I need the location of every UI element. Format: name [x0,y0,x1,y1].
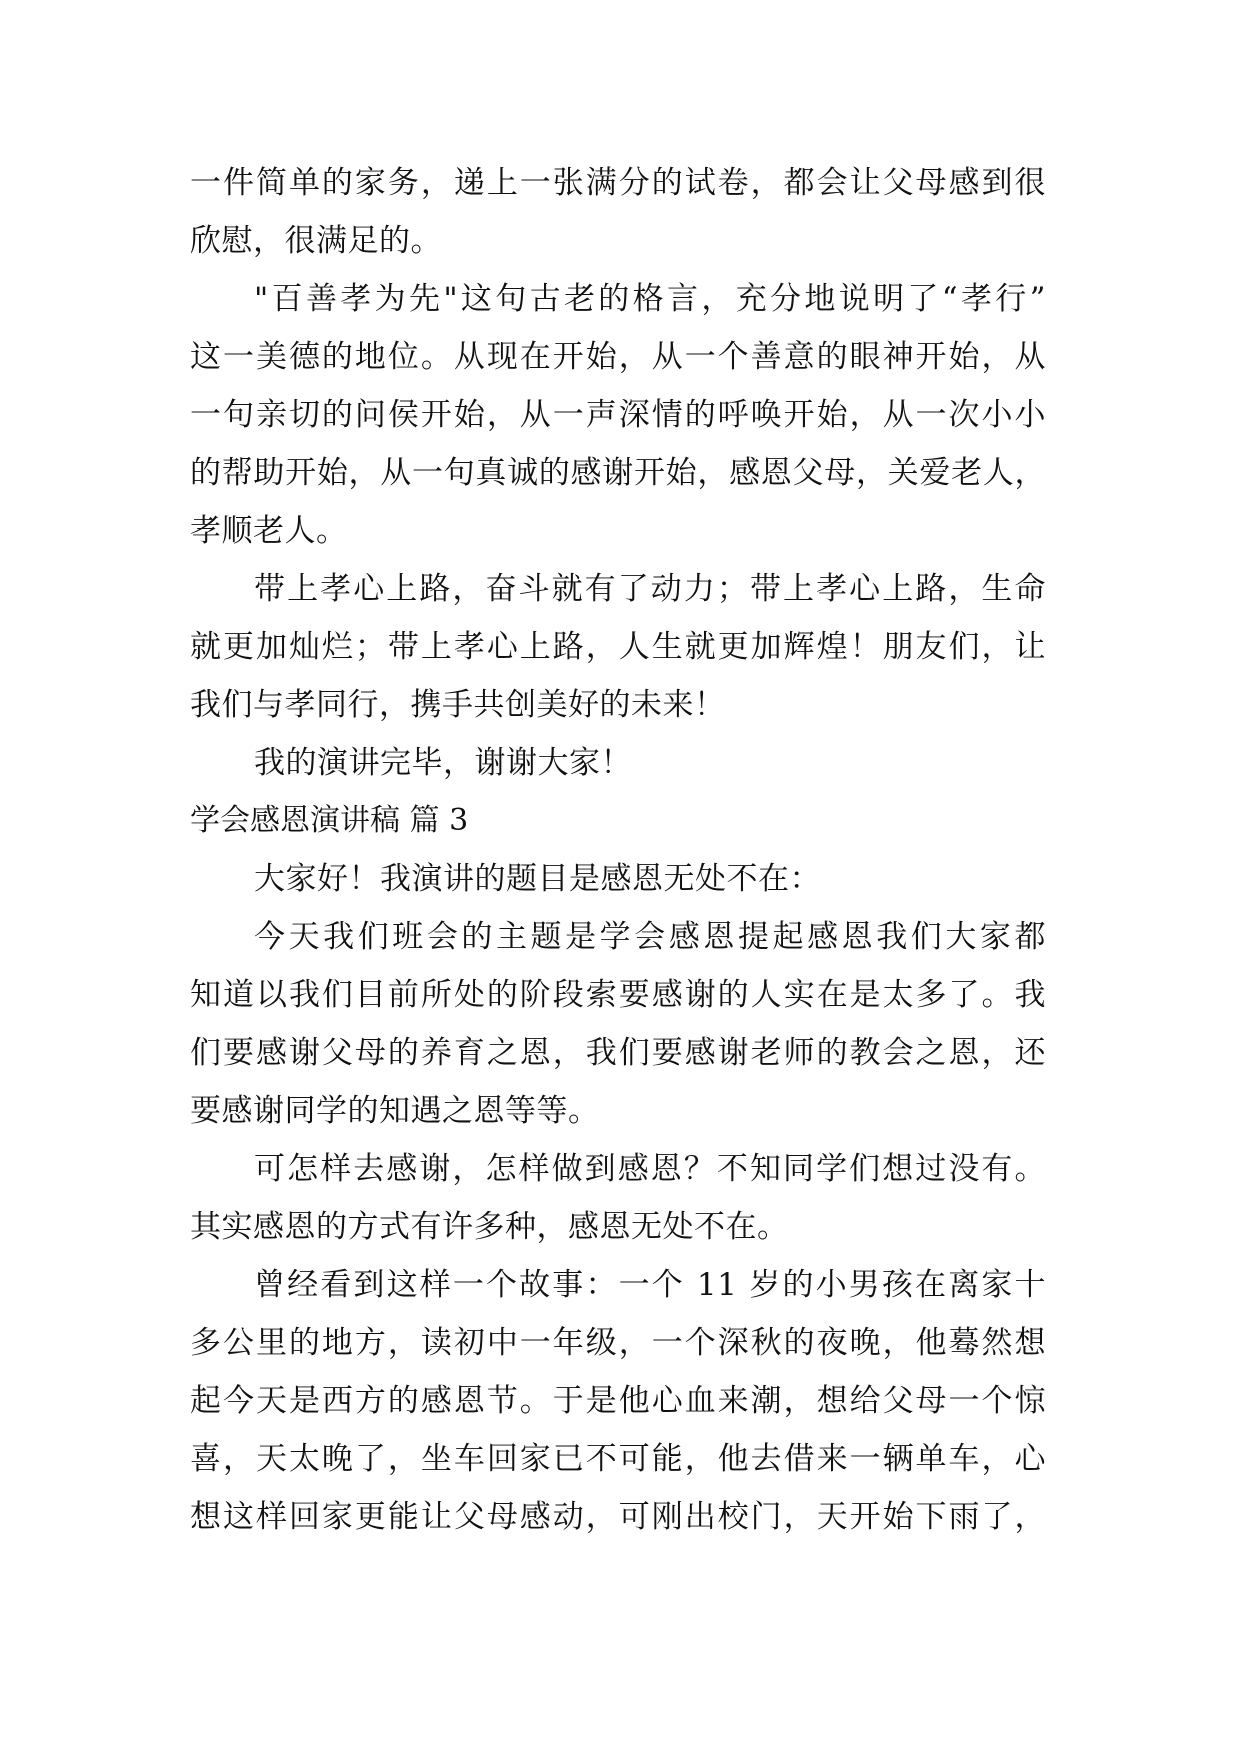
text-line-5: 一句亲切的问侯开始，从一声深情的呼唤开始，从一次小小 [190,397,1046,433]
text-line-16: 们要感谢父母的养育之恩，我们要感谢老师的教会之恩，还 [190,1035,1046,1071]
text-line-8: 带上孝心上路，奋斗就有了动力；带上孝心上路，生命 [254,571,1046,607]
text-line-20: 曾经看到这样一个故事：一个 11 岁的小男孩在离家十 [254,1267,1046,1303]
text-line-24: 想这样回家更能让父母感动，可刚出校门，天开始下雨了， [190,1499,1046,1535]
text-line-15: 知道以我们目前所处的阶段索要感谢的人实在是太多了。我 [190,977,1046,1013]
section-heading: 学会感恩演讲稿 篇 3 [190,803,469,838]
text-line-22: 起今天是西方的感恩节。于是他心血来潮，想给父母一个惊 [190,1383,1046,1419]
text-line-7: 孝顺老人。 [190,513,348,549]
text-line-10: 我们与孝同行，携手共创美好的未来！ [190,687,726,723]
text-line-19: 其实感恩的方式有许多种，感恩无处不在。 [190,1209,789,1245]
text-line-2: 欣慰，很满足的。 [190,223,442,259]
text-line-17: 要感谢同学的知遇之恩等等。 [190,1093,600,1129]
text-line-11: 我的演讲完毕，谢谢大家！ [254,745,632,781]
text-line-14: 今天我们班会的主题是学会感恩提起感恩我们大家都 [254,919,1046,955]
text-line-4: 这一美德的地位。从现在开始，从一个善意的眼神开始，从 [190,339,1046,375]
text-line-18: 可怎样去感谢，怎样做到感恩？不知同学们想过没有。 [254,1151,1046,1187]
text-line-23: 喜，天太晚了，坐车回家已不可能，他去借来一辆单车，心 [190,1441,1046,1477]
text-line-21: 多公里的地方，读初中一年级，一个深秋的夜晚，他蓦然想 [190,1325,1046,1361]
text-line-3: "百善孝为先"这句古老的格言，充分地说明了“孝行” [254,281,1046,317]
text-line-9: 就更加灿烂；带上孝心上路，人生就更加辉煌！朋友们，让 [190,629,1046,665]
text-line-13: 大家好！我演讲的题目是感恩无处不在： [254,861,821,897]
text-line-1: 一件简单的家务，递上一张满分的试卷，都会让父母感到很 [190,165,1046,201]
text-line-6: 的帮助开始，从一句真诚的感谢开始，感恩父母，关爱老人， [190,455,1046,491]
